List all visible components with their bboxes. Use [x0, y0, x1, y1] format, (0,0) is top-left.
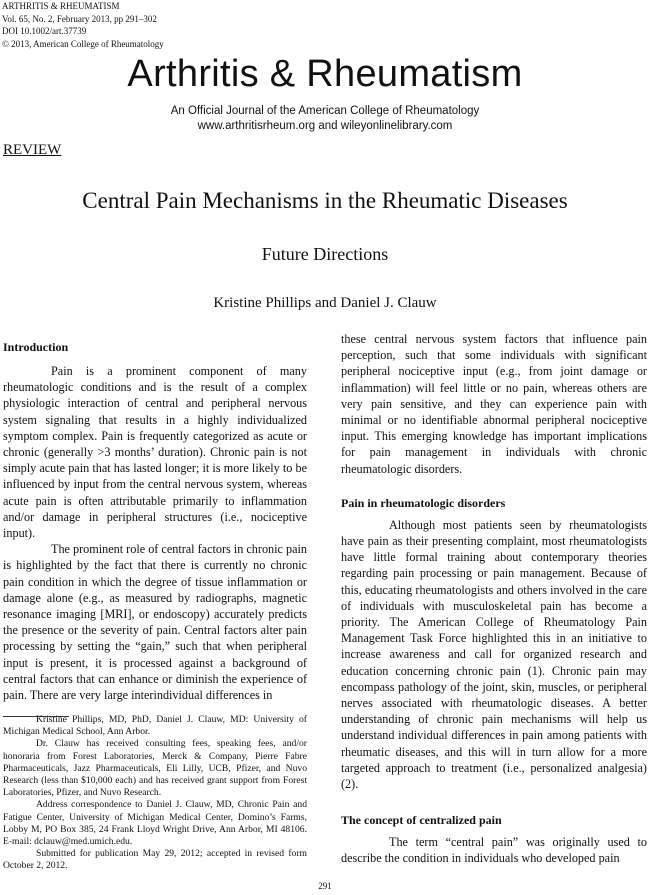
running-header — [2, 0, 164, 50]
footnote-correspondence: Address correspondence to Daniel J. Clauw, MD, Chronic Pain and Fatigue Center, University of Michigan Medical Center, Domino’s Farms, Lobby M, PO Box 385, 24 Frank Lloyd Wright Drive, Ann Arbor, MI 48106. E-mail: dclauw@med.umich.edu. — [3, 799, 307, 848]
concept-paragraph-1: The term “central pain” was originally used to describe the condition in individuals who developed pain — [341, 835, 647, 866]
article-authors: Kristine Phillips and Daniel J. Clauw — [213, 295, 437, 311]
pain-paragraph-1: Although most patients seen by rheumatologists have pain as their presenting complaint, most rheumatologists have little formal training about contemporary theories regarding pain processing or pain management. Because of this, educating rheumatologists and others involved in the care of individuals with musculoskeletal pain has become a priority. The American College of Rheumatology Pain Management Task Force highlighted this in an initiative to increase awareness and call for organized research and education concerning chronic pain (1). Chronic pain may encompass pathology of the joint, skin, muscles, or peripheral nerves associated with rheumatologic diseases. A better understanding of chronic pain mechanisms will help us understand individual differences in pain among patients with rheumatic diseases, and this will in turn allow for a more targeted approach to treatment (i.e., personalized analgesia) (2). — [341, 517, 647, 792]
introduction-heading: Introduction — [3, 340, 69, 354]
pain-heading: Pain in rheumatologic disorders — [341, 495, 506, 510]
copyright: © 2013, American College of Rheumatology — [2, 38, 164, 49]
journal-urls: www.arthritisrheum.org and wileyonlinelibrary.com — [197, 120, 453, 132]
journal-subtitle-block — [0, 104, 650, 134]
section-label: REVIEW — [3, 142, 62, 158]
journal-name-caps: ARTHRITIS & RHEUMATISM — [2, 1, 120, 11]
footnote-disclosure: Dr. Clauw has received consulting fees, speaking fees, and/or honoraria from Forest Laboratories, Merck & Company, Pierre Fabre Pharmaceuticals, Jazz Pharmaceuticals, Eli Lilly, UCB, Pfizer, and Nuvo Research (less than $10,000 each) and has received grant support from Forest Laboratories, Pfizer, and Nuvo Research. — [3, 738, 307, 799]
page-number: 291 — [318, 881, 332, 891]
article-title: Central Pain Mechanisms in the Rheumatic Diseases — [82, 188, 568, 213]
intro-paragraph-2: The prominent role of central factors in chronic pain is highlighted by the fact that there is currently no chronic pain condition in which the degree of tissue inflammation or damage alone (e.g., as measured by radiographs, magnetic resonance imaging [MRI], or endoscopy) accurately predicts the presence or the severity of pain. Central factors alter pain processing by setting the “gain,” such that when peripheral input is present, it is processed against a background of central factors that can enhance or diminish the experience of pain. There are very large interindividual differences in — [3, 542, 307, 703]
concept-heading: The concept of centralized pain — [341, 813, 502, 828]
left-column — [3, 339, 307, 703]
article-subtitle: Future Directions — [261, 244, 389, 264]
footnotes — [3, 714, 307, 873]
journal-title: Arthritis & Rheumatism — [127, 53, 523, 95]
intro-paragraph-1: Pain is a prominent component of many rheumatologic conditions and is the result of a complex physiologic interaction of central and peripheral nervous system signaling that results in a highly individualized symptom complex. Pain is frequently categorized as acute or chronic (generally >3 months’ duration). Chronic pain is not simply acute pain that has lasted longer; it is more likely to be influenced by input from the central nervous system, whereas acute pain is often attributable primarily to inflammation and/or damage in peripheral structures (i.e., nociceptive input). — [3, 364, 307, 541]
right-column — [341, 331, 647, 867]
volume-info: Vol. 65, No. 2, February 2013, pp 291–302 — [2, 13, 157, 24]
journal-subtitle: An Official Journal of the American College of Rheumatology — [170, 105, 480, 117]
doi: DOI 10.1002/art.37739 — [2, 26, 87, 36]
footnote-affiliation: Kristine Phillips, MD, PhD, Daniel J. Clauw, MD: University of Michigan Medical School, Ann Arbor. — [3, 714, 307, 738]
footnote-submission: Submitted for publication May 29, 2012; accepted in revised form October 2, 2012. — [3, 848, 307, 872]
right-paragraph-1: these central nervous system factors that influence pain perception, such that some individuals with significant peripheral nociceptive input (e.g., from joint damage or inflammation) will feel little or no pain, whereas others are very pain sensitive, and they can experience pain with minimal or no identifiable abnormal peripheral nociceptive input. This emerging knowledge has important implications for pain management in individuals with chronic rheumatologic disorders. — [341, 332, 647, 476]
